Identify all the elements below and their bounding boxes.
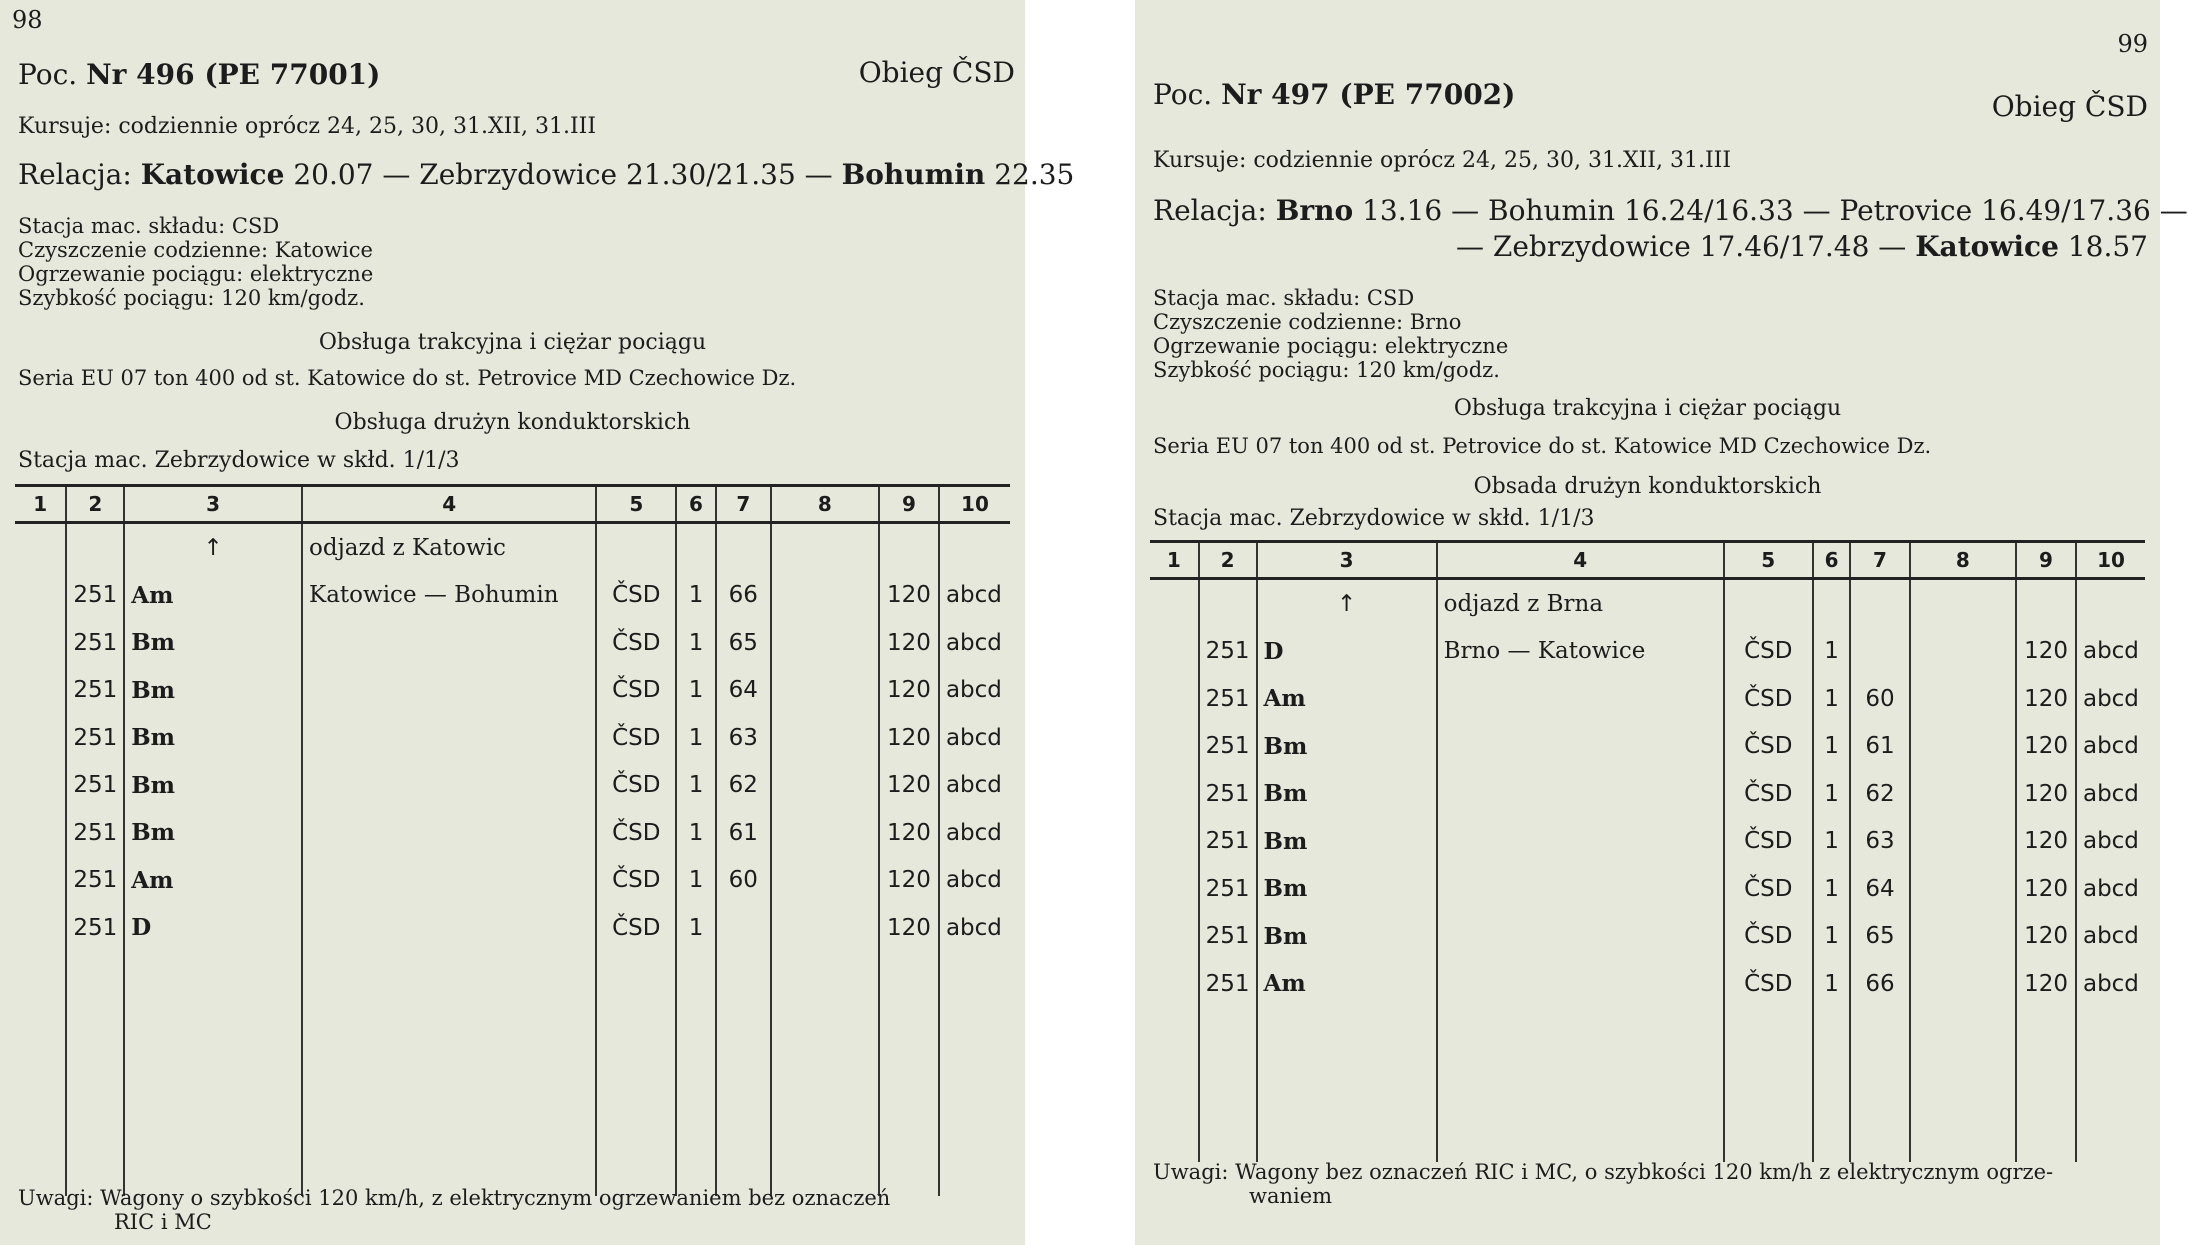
table-row	[1150, 675, 2145, 723]
table-row	[15, 667, 1010, 715]
table-row	[1150, 865, 2145, 913]
table-cell-col3: Bm	[1257, 913, 1437, 961]
uwagi-line: RIC i MC	[114, 1210, 212, 1234]
table-cell-col4	[1437, 960, 1724, 1008]
table-cell-col10: abcd	[2076, 628, 2145, 676]
table-cell-col3: D	[124, 904, 302, 952]
table-cell-col8	[771, 762, 879, 810]
obsluga-druzyn-heading: Obsługa drużyn konduktorskich	[334, 410, 691, 435]
consist-table	[15, 484, 1010, 1196]
table-cell-col7: 66	[716, 572, 771, 620]
relacja-line	[1153, 194, 2188, 227]
table-cell-col5: ČSD	[1724, 913, 1813, 961]
seria-line: Seria EU 07 ton 400 od st. Petrovice do st. Katowice MD Czechowice Dz.	[1153, 434, 1932, 458]
relacja-origin: Brno	[1275, 194, 1354, 227]
table-cell-col7: 61	[716, 809, 771, 857]
table-cell-col5: ČSD	[1724, 960, 1813, 1008]
table-cell-col4: Brno — Katowice	[1437, 628, 1724, 676]
table-row	[1150, 960, 2145, 1008]
column-header: 2	[66, 486, 124, 523]
departure-row	[15, 523, 1010, 572]
table-row	[15, 904, 1010, 952]
table-cell-col6: 1	[676, 857, 716, 905]
arrow-up-icon: ↑	[124, 523, 302, 572]
seria-line: Seria EU 07 ton 400 od st. Katowice do st. Petrovice MD Czechowice Dz.	[18, 366, 797, 390]
table-cell-col8	[1910, 628, 2016, 676]
relacja-mid: 20.07 — Zebrzydowice 21.30/21.35 —	[293, 158, 833, 191]
table-cell-col7: 60	[1850, 675, 1909, 723]
table-row	[15, 572, 1010, 620]
table-cell-col2: 251	[66, 572, 124, 620]
table-cell-col4: Katowice — Bohumin	[302, 572, 596, 620]
table-row	[15, 714, 1010, 762]
table-cell-col10: abcd	[2076, 675, 2145, 723]
table-cell-col2: 251	[1199, 865, 1257, 913]
table-cell-col7: 61	[1850, 723, 1909, 771]
table-row	[15, 809, 1010, 857]
table-cell-col1	[15, 762, 66, 810]
table-cell-col1	[15, 809, 66, 857]
table-cell-col4	[302, 667, 596, 715]
table-cell-col6: 1	[1813, 960, 1851, 1008]
table-cell-col1	[1150, 960, 1199, 1008]
info-line: Stacja mac. składu: CSD	[1153, 286, 1415, 310]
obieg-label: Obieg ČSD	[858, 56, 1015, 89]
title-prefix: Poc.	[18, 58, 78, 91]
table-cell-col7: 65	[716, 619, 771, 667]
departure-note: odjazd z Katowic	[302, 523, 596, 572]
relacja-line-2	[1456, 230, 2148, 263]
table-cell-col3: D	[1257, 628, 1437, 676]
table-cell-col6: 1	[1813, 675, 1851, 723]
page-number: 98	[12, 6, 43, 34]
table-body	[15, 523, 1010, 1197]
table-cell-col4	[1437, 913, 1724, 961]
table-cell-col4	[302, 762, 596, 810]
table-row	[15, 762, 1010, 810]
uwagi-note	[1153, 1160, 2053, 1208]
table-cell-col7: 66	[1850, 960, 1909, 1008]
table-cell-col5: ČSD	[596, 667, 676, 715]
table-cell-col8	[771, 667, 879, 715]
table-cell-col3: Bm	[1257, 723, 1437, 771]
table-cell-col5: ČSD	[596, 857, 676, 905]
column-header: 2	[1199, 542, 1257, 579]
table-cell-col8	[771, 619, 879, 667]
table-cell-col5: ČSD	[596, 762, 676, 810]
table-cell-col3: Am	[124, 857, 302, 905]
train-number: Nr 496 (PE 77001)	[86, 58, 381, 91]
table-cell-col7: 65	[1850, 913, 1909, 961]
info-line: Ogrzewanie pociągu: elektryczne	[18, 262, 374, 286]
table-cell-col6: 1	[676, 809, 716, 857]
table-cell-col1	[1150, 723, 1199, 771]
column-header: 8	[1910, 542, 2016, 579]
column-header: 1	[1150, 542, 1199, 579]
stacja-mac-line: Stacja mac. Zebrzydowice w skłd. 1/1/3	[1153, 506, 1595, 531]
table-cell-col1	[15, 714, 66, 762]
table-cell-col10: abcd	[939, 857, 1010, 905]
obieg-label: Obieg ČSD	[1991, 90, 2148, 123]
relacja-origin: Katowice	[140, 158, 285, 191]
info-line: Czyszczenie codzienne: Katowice	[18, 238, 373, 262]
table-cell-col9: 120	[879, 619, 939, 667]
column-header: 8	[771, 486, 879, 523]
table-cell-col4	[1437, 818, 1724, 866]
table-cell-col6: 1	[1813, 628, 1851, 676]
table-cell-col4	[302, 714, 596, 762]
info-line: Szybkość pociągu: 120 km/godz.	[18, 286, 365, 310]
obsluga-trakcyjna-heading: Obsługa trakcyjna i ciężar pociągu	[318, 330, 707, 355]
table-cell-col2: 251	[1199, 770, 1257, 818]
table-filler-row	[1150, 1008, 2145, 1163]
table-cell-col10: abcd	[939, 667, 1010, 715]
table-cell-col6: 1	[676, 904, 716, 952]
relacja-mid: 13.16 — Bohumin 16.24/16.33 — Petrovice 16.49/17.36 —	[1362, 194, 2188, 227]
table-cell-col3: Bm	[1257, 865, 1437, 913]
table-cell-col3: Bm	[1257, 770, 1437, 818]
stacja-mac-line: Stacja mac. Zebrzydowice w skłd. 1/1/3	[18, 448, 460, 473]
uwagi-line: waniem	[1249, 1184, 1333, 1208]
uwagi-note	[18, 1186, 890, 1234]
column-header: 4	[1437, 542, 1724, 579]
info-line: Czyszczenie codzienne: Brno	[1153, 310, 1462, 334]
column-header: 10	[939, 486, 1010, 523]
table-cell-col6: 1	[676, 762, 716, 810]
info-block	[1153, 286, 1508, 382]
table-cell-col8	[771, 809, 879, 857]
table-cell-col10: abcd	[939, 762, 1010, 810]
obsluga-trakcyjna-heading: Obsługa trakcyjna i ciężar pociągu	[1453, 396, 1842, 421]
table-cell-col4	[1437, 675, 1724, 723]
table-cell-col2: 251	[66, 714, 124, 762]
table-cell-col1	[15, 572, 66, 620]
table-cell-col9: 120	[2016, 865, 2076, 913]
arrow-up-icon: ↑	[1257, 579, 1437, 628]
relacja-time: 18.57	[2067, 230, 2148, 263]
column-header: 6	[676, 486, 716, 523]
table-cell-col9: 120	[2016, 675, 2076, 723]
table-cell-col5: ČSD	[596, 572, 676, 620]
table-cell-col4	[1437, 723, 1724, 771]
header-row	[1150, 542, 2145, 579]
table-cell-col3: Bm	[124, 714, 302, 762]
table-cell-col7: 62	[1850, 770, 1909, 818]
table-cell-col9: 120	[2016, 723, 2076, 771]
column-header: 5	[596, 486, 676, 523]
table-cell-col6: 1	[1813, 865, 1851, 913]
table-cell-col1	[1150, 770, 1199, 818]
table-cell-col8	[1910, 770, 2016, 818]
departure-row	[1150, 579, 2145, 628]
table-cell-col5: ČSD	[596, 809, 676, 857]
table-cell-col6: 1	[676, 619, 716, 667]
table-cell-col5: ČSD	[1724, 675, 1813, 723]
table-cell-col1	[15, 619, 66, 667]
table-cell-col8	[1910, 723, 2016, 771]
table-cell-col9: 120	[879, 904, 939, 952]
table-cell-col9: 120	[2016, 628, 2076, 676]
table-row	[15, 857, 1010, 905]
departure-note: odjazd z Brna	[1437, 579, 1724, 628]
table-cell-col3: Bm	[124, 762, 302, 810]
table-cell-col5: ČSD	[1724, 865, 1813, 913]
table-cell-col8	[1910, 675, 2016, 723]
table-cell-col4	[302, 619, 596, 667]
table-cell-col2: 251	[66, 619, 124, 667]
info-line: Stacja mac. składu: CSD	[18, 214, 280, 238]
table-cell-col6: 1	[1813, 818, 1851, 866]
table-cell-col1	[15, 857, 66, 905]
table-cell-col3: Am	[1257, 960, 1437, 1008]
table-cell-col9: 120	[2016, 960, 2076, 1008]
table-cell-col9: 120	[879, 857, 939, 905]
table-cell-col10: abcd	[2076, 913, 2145, 961]
table-cell-col9: 120	[2016, 818, 2076, 866]
column-header: 3	[124, 486, 302, 523]
column-header: 7	[716, 486, 771, 523]
table-row	[1150, 770, 2145, 818]
table-cell-col2: 251	[66, 857, 124, 905]
table-cell-col9: 120	[879, 714, 939, 762]
column-header: 9	[2016, 542, 2076, 579]
table-cell-col9: 120	[879, 572, 939, 620]
table-cell-col10: abcd	[939, 809, 1010, 857]
uwagi-line: Uwagi: Wagony bez oznaczeń RIC i MC, o szybkości 120 km/h z elektrycznym ogrze-	[1153, 1160, 2054, 1184]
table-cell-col6: 1	[1813, 913, 1851, 961]
table-cell-col2: 251	[1199, 723, 1257, 771]
table-cell-col1	[15, 904, 66, 952]
table-cell-col2: 251	[66, 667, 124, 715]
table-cell-col5: ČSD	[1724, 818, 1813, 866]
table-cell-col10: abcd	[939, 714, 1010, 762]
table-cell-col2: 251	[1199, 818, 1257, 866]
page-number: 99	[2117, 30, 2148, 58]
uwagi-line: Uwagi: Wagony o szybkości 120 km/h, z elektrycznym ogrzewaniem bez oznaczeń	[18, 1186, 891, 1210]
table-cell-col9: 120	[2016, 770, 2076, 818]
table-cell-col5: ČSD	[596, 619, 676, 667]
header-row	[15, 486, 1010, 523]
info-line: Ogrzewanie pociągu: elektryczne	[1153, 334, 1509, 358]
table-cell-col7: 62	[716, 762, 771, 810]
table-row	[1150, 913, 2145, 961]
table-cell-col3: Bm	[124, 809, 302, 857]
column-header: 5	[1724, 542, 1813, 579]
table-cell-col2: 251	[66, 904, 124, 952]
table-cell-col10: abcd	[939, 572, 1010, 620]
table-cell-col4	[302, 857, 596, 905]
table-cell-col6: 1	[676, 714, 716, 762]
table-cell-col6: 1	[676, 667, 716, 715]
table-cell-col8	[1910, 960, 2016, 1008]
table-cell-col3: Bm	[124, 667, 302, 715]
column-header: 3	[1257, 542, 1437, 579]
consist-table	[1150, 540, 2145, 1162]
train-number: Nr 497 (PE 77002)	[1221, 78, 1516, 111]
table-cell-col10: abcd	[2076, 960, 2145, 1008]
table-cell-col9: 120	[879, 667, 939, 715]
relacja-label: Relacja:	[18, 158, 132, 191]
table-cell-col1	[1150, 628, 1199, 676]
table-cell-col3: Bm	[124, 619, 302, 667]
table-cell-col8	[771, 572, 879, 620]
table-cell-col1	[1150, 818, 1199, 866]
info-line: Szybkość pociągu: 120 km/godz.	[1153, 358, 1500, 382]
table-cell-col4	[302, 809, 596, 857]
table-cell-col10: abcd	[2076, 723, 2145, 771]
table-cell-col8	[771, 714, 879, 762]
relacja-line	[18, 158, 1074, 191]
info-block	[18, 214, 373, 310]
table-cell-col3: Am	[1257, 675, 1437, 723]
table-cell-col4	[1437, 770, 1724, 818]
table-cell-col2: 251	[66, 809, 124, 857]
table-row	[1150, 818, 2145, 866]
table-cell-col4	[1437, 865, 1724, 913]
table-cell-col2: 251	[1199, 960, 1257, 1008]
table-cell-col5: ČSD	[1724, 770, 1813, 818]
relacja-label: Relacja:	[1153, 194, 1267, 227]
table-cell-col2: 251	[1199, 628, 1257, 676]
table-cell-col6: 1	[676, 572, 716, 620]
table-cell-col3: Am	[124, 572, 302, 620]
table-cell-col2: 251	[1199, 675, 1257, 723]
obsluga-druzyn-heading: Obsada drużyn konduktorskich	[1473, 474, 1822, 499]
table-cell-col10: abcd	[2076, 818, 2145, 866]
table-cell-col10: abcd	[939, 904, 1010, 952]
table-cell-col7	[716, 904, 771, 952]
train-title	[1153, 78, 1515, 111]
table-cell-col10: abcd	[939, 619, 1010, 667]
relacja-mid-2: — Zebrzydowice 17.46/17.48 —	[1456, 230, 1907, 263]
column-header: 10	[2076, 542, 2145, 579]
right-page	[1135, 0, 2188, 1245]
table-cell-col8	[771, 857, 879, 905]
kursuje-line: Kursuje: codziennie oprócz 24, 25, 30, 31.XII, 31.III	[1153, 148, 1732, 173]
kursuje-line: Kursuje: codziennie oprócz 24, 25, 30, 31.XII, 31.III	[18, 114, 597, 139]
table-cell-col1	[15, 667, 66, 715]
table-cell-col7	[1850, 628, 1909, 676]
table-row	[15, 619, 1010, 667]
table-cell-col7: 64	[716, 667, 771, 715]
table-cell-col4	[302, 904, 596, 952]
table-cell-col9: 120	[879, 809, 939, 857]
table-body	[1150, 579, 2145, 1163]
table-cell-col10: abcd	[2076, 770, 2145, 818]
table-cell-col9: 120	[879, 762, 939, 810]
column-header: 9	[879, 486, 939, 523]
table-cell-col5: ČSD	[1724, 723, 1813, 771]
table-cell-col1	[1150, 913, 1199, 961]
table-cell-col8	[1910, 818, 2016, 866]
column-header: 4	[302, 486, 596, 523]
column-header: 6	[1813, 542, 1851, 579]
table-cell-col5: ČSD	[596, 904, 676, 952]
table-cell-col7: 63	[716, 714, 771, 762]
table-cell-col2: 251	[1199, 913, 1257, 961]
column-header: 1	[15, 486, 66, 523]
table-row	[1150, 628, 2145, 676]
column-header: 7	[1850, 542, 1909, 579]
table-cell-col9: 120	[2016, 913, 2076, 961]
relacja-time: 22.35	[994, 158, 1075, 191]
table-cell-col5: ČSD	[1724, 628, 1813, 676]
table-cell-col8	[1910, 913, 2016, 961]
table-cell-col7: 60	[716, 857, 771, 905]
table-cell-col6: 1	[1813, 723, 1851, 771]
table-cell-col8	[771, 904, 879, 952]
relacja-dest: Bohumin	[841, 158, 986, 191]
table-cell-col1	[1150, 865, 1199, 913]
table-cell-col7: 64	[1850, 865, 1909, 913]
table-cell-col10: abcd	[2076, 865, 2145, 913]
table-cell-col7: 63	[1850, 818, 1909, 866]
table-cell-col6: 1	[1813, 770, 1851, 818]
table-cell-col3: Bm	[1257, 818, 1437, 866]
table-cell-col1	[1150, 675, 1199, 723]
table-cell-col2: 251	[66, 762, 124, 810]
table-filler-row	[15, 952, 1010, 1197]
left-page	[0, 0, 1075, 1245]
table-cell-col8	[1910, 865, 2016, 913]
train-title	[18, 58, 380, 91]
table-row	[1150, 723, 2145, 771]
relacja-dest: Katowice	[1915, 230, 2059, 263]
table-cell-col5: ČSD	[596, 714, 676, 762]
title-prefix: Poc.	[1153, 78, 1213, 111]
